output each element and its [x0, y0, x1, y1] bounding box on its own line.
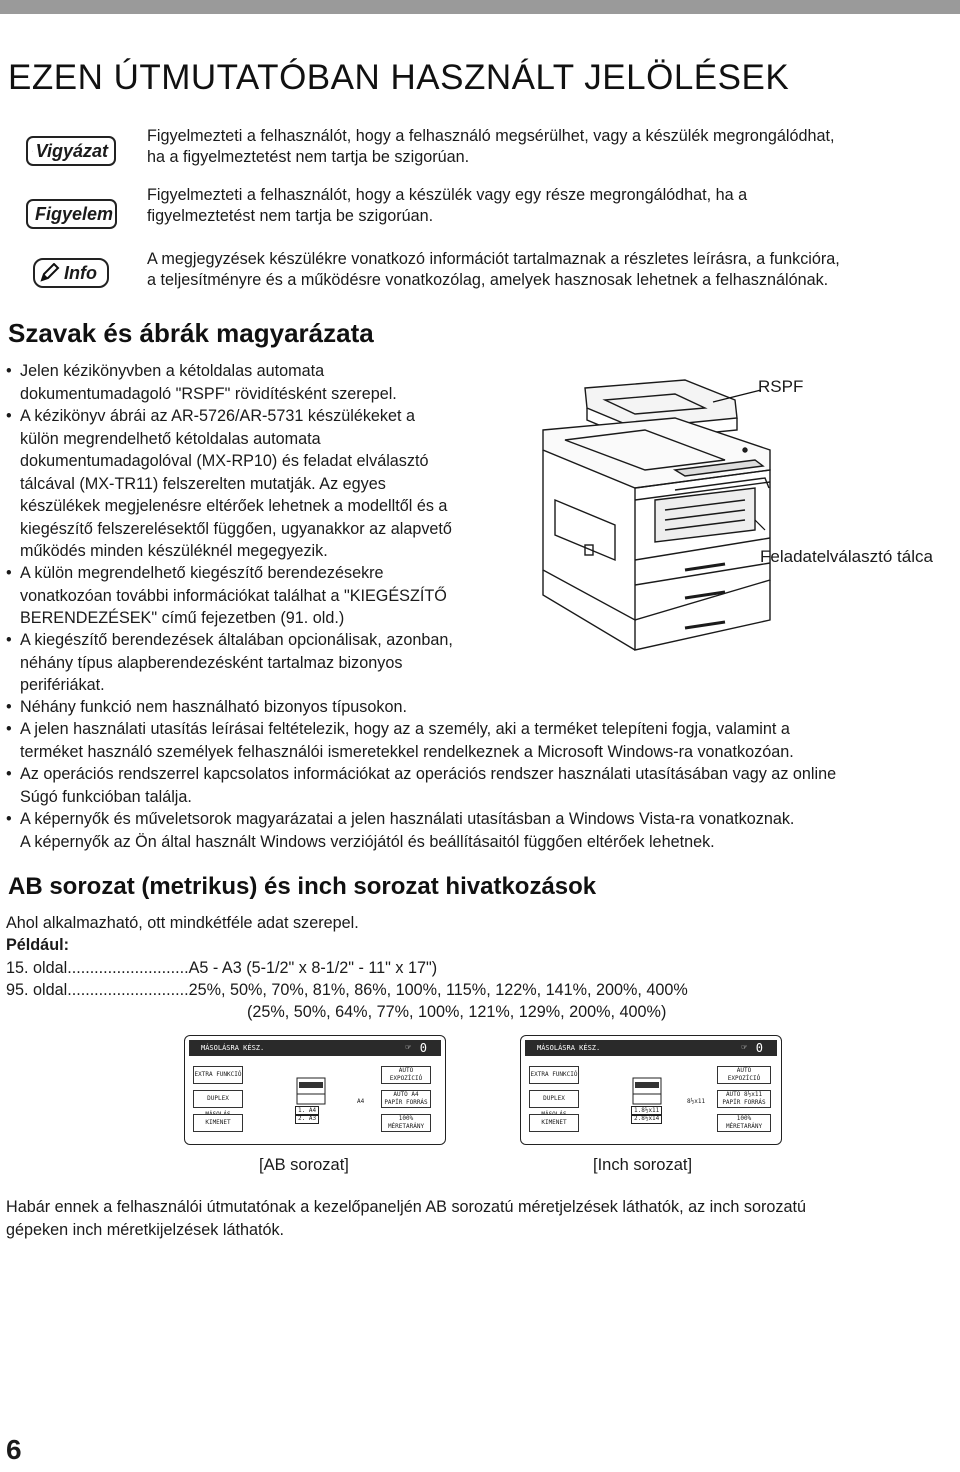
example-line: (25%, 50%, 64%, 77%, 100%, 121%, 129%, 200%, 400%): [247, 1003, 667, 1021]
text-line: tálcával (MX-TR11) felszerelten mutatják. Az egyes: [20, 474, 386, 493]
attention-badge: [26, 199, 117, 229]
text-line: a teljesítményre és a működésre vonatkozólag, amelyek hasznosak lehetnek a felhasználónak.: [147, 271, 829, 289]
example-line: 15. oldal...........................A5 - A3 (5-1/2" x 8-1/2" - 11" x 17"): [6, 959, 438, 977]
text-line: Figyelmezteti a felhasználót, hogy a felhasználó megsérülhet, vagy a készülék megrongálódhat,: [147, 127, 835, 145]
text-line: Habár ennek a felhasználói útmutatónak a kezelőpaneljén AB sorozatú méretjelzések láthatók, az inch sorozatú: [6, 1198, 806, 1216]
paper-select-button[interactable]: [381, 1090, 431, 1108]
output-button[interactable]: KIMENET: [193, 1114, 243, 1132]
tray-label: Feladatelválasztó tálca: [760, 547, 933, 566]
copy-ratio-button[interactable]: [717, 1114, 771, 1132]
bullet-item: [20, 405, 452, 563]
text-line: külön megrendelhető kétoldalas automata: [20, 429, 321, 448]
screen-caption-inch: [Inch sorozat]: [593, 1156, 693, 1174]
status-text: MÁSOLÁSRA KÉSZ.: [201, 1044, 265, 1052]
text-line: BERENDEZÉSEK" című fejezetben (91. old.): [20, 609, 345, 627]
button-line: AUTO: [398, 1067, 414, 1074]
button-line: MÉRETARÁNY: [387, 1123, 425, 1130]
duplex-copy-button[interactable]: DUPLEX: [529, 1090, 579, 1108]
badge-label: Vigyázat: [35, 140, 108, 161]
notice-caution-text: [147, 126, 947, 168]
bullet-item: [20, 808, 794, 853]
text-line: ha a figyelmeztetést nem tartja be szigorúan.: [147, 148, 470, 166]
text-line: Súgó funkcióban találja.: [20, 787, 192, 806]
tray1-indicator[interactable]: 1.8½x11: [631, 1106, 662, 1116]
button-line: AUTO A4: [393, 1091, 419, 1098]
section-heading-series: AB sorozat (metrikus) és inch sorozat hivatkozások: [8, 873, 597, 900]
text-line: • A képernyők és műveletsorok magyarázatai a jelen használati utasításban a Windows Vista-ra vonatkoznak.: [20, 810, 795, 828]
button-line: PAPÍR FORRÁS: [384, 1099, 428, 1106]
text-line: • A külön megrendelhető kiegészítő berendezésekre: [20, 564, 384, 582]
screen-status-bar: [189, 1040, 441, 1056]
button-line: MÉRETARÁNY: [725, 1123, 763, 1130]
paper-select-button[interactable]: [717, 1090, 771, 1108]
status-text: MÁSOLÁSRA KÉSZ.: [537, 1044, 601, 1052]
text-line: kiegészítő felszerelésektől függően, ugyanakkor az alapvető: [20, 519, 452, 538]
copy-ratio-button[interactable]: [381, 1114, 431, 1132]
info-badge: [33, 258, 109, 288]
text-line: A megjegyzések készülékre vonatkozó információt tartalmaznak a részletes leírásra, a funkcióra,: [147, 250, 840, 268]
page-title: EZEN ÚTMUTATÓBAN HASZNÁLT JELÖLÉSEK: [8, 58, 790, 97]
caution-badge: [26, 136, 116, 166]
badge-label: Info: [64, 262, 97, 283]
pencil-icon: [39, 263, 61, 283]
control-panel-screen-inch: [520, 1035, 782, 1145]
bullet-item: [20, 562, 447, 630]
text-line: néhány típus alapberendezésként tartalmaz bizonyos: [20, 653, 403, 672]
screen-caption-ab: [AB sorozat]: [259, 1156, 349, 1174]
bullet-item: [20, 718, 794, 763]
button-line: PAPÍR FORRÁS: [722, 1099, 766, 1106]
button-line: AUTO: [736, 1067, 752, 1074]
tray2-indicator[interactable]: 2. A3: [295, 1114, 319, 1124]
text-line: figyelmeztetést nem tartja be szigorúan.: [147, 207, 434, 225]
machine-icon: [629, 1074, 665, 1108]
rspf-label: RSPF: [758, 377, 804, 396]
exposure-button[interactable]: [381, 1066, 431, 1084]
example-label: Például:: [6, 936, 69, 954]
button-line: EXPOZÍCIÓ: [727, 1075, 761, 1082]
text-line: • Jelen kézikönyvben a kétoldalas automata: [20, 362, 325, 380]
tray1-indicator[interactable]: 1. A4: [295, 1106, 319, 1116]
bullet-item: [20, 629, 453, 697]
text-line: terméket használó személyek felhasználói ismeretekkel rendelkeznek a Microsoft Windows-ra vonatkozóan.: [20, 742, 794, 761]
warning-triangle-icon: [32, 141, 33, 161]
duplex-copy-button[interactable]: DUPLEX: [193, 1090, 243, 1108]
text-line: • Az operációs rendszerrel kapcsolatos információkat az operációs rendszer használati utasításában vagy az online: [20, 765, 837, 783]
text-line: dokumentumadagolóval (MX-RP10) és feladat elválasztó: [20, 452, 429, 470]
screen-status-bar: [525, 1040, 777, 1056]
special-function-button[interactable]: EXTRA FUNKCIÓ: [529, 1066, 579, 1084]
machine-icon: [293, 1074, 329, 1108]
control-panel-screen-ab: [184, 1035, 446, 1145]
text-line: perifériákat.: [20, 676, 105, 694]
intro-text: Ahol alkalmazható, ott mindkétféle adat szerepel.: [6, 914, 359, 932]
copier-illustration: [525, 370, 955, 670]
footer-note: [6, 1196, 806, 1241]
button-line: 100%: [736, 1115, 752, 1122]
button-line: AUTO 8½x11: [725, 1091, 763, 1098]
special-function-button[interactable]: EXTRA FUNKCIÓ: [193, 1066, 243, 1084]
text-line: működés minden készüléknél megegyezik.: [20, 542, 328, 560]
text-line: vonatkozóan további információkat találhat a "KIEGÉSZÍTŐ: [20, 586, 447, 605]
button-line: 100%: [398, 1115, 414, 1122]
text-line: Figyelmezteti a felhasználót, hogy a készülék vagy egy része megrongálódhat, ha a: [147, 186, 748, 204]
text-line: • Néhány funkció nem használható bizonyos típusokon.: [20, 698, 407, 716]
bullet-item: [20, 360, 397, 405]
exposure-button[interactable]: [717, 1066, 771, 1084]
text-line: készülékek megjelenésre eltérőek lehetnek a modelltől és a: [20, 497, 448, 515]
notice-attention-text: [147, 185, 947, 227]
button-line: EXPOZÍCIÓ: [389, 1075, 423, 1082]
bullet-item: [20, 763, 836, 808]
page-number: 6: [6, 1434, 22, 1465]
text-line: gépeken inch méretkijelzések láthatók.: [6, 1220, 285, 1239]
bullet-item: [20, 696, 407, 719]
text-line: • A jelen használati utasítás leírásai feltételezik, hogy az a személy, aki a terméket telepíteni fogja, valamint a: [20, 720, 790, 738]
section-heading-terms: Szavak és ábrák magyarázata: [8, 318, 374, 348]
copy-count: 0: [755, 1041, 763, 1055]
hand-icon: ☞: [741, 1043, 747, 1053]
text-line: A képernyők az Ön által használt Windows verziójától és beállításaitól függően eltérőek lehetnek.: [20, 832, 715, 851]
top-bar: [0, 0, 960, 14]
text-line: dokumentumadagoló "RSPF" rövidítésként szerepel.: [20, 384, 397, 403]
output-button[interactable]: KIMENET: [529, 1114, 579, 1132]
badge-label: Figyelem: [35, 203, 114, 224]
hand-icon: ☞: [405, 1043, 411, 1053]
original-size: 8½x11: [687, 1098, 706, 1105]
original-size: A4: [357, 1098, 365, 1105]
notice-info-text: [147, 249, 947, 291]
tray2-indicator[interactable]: 2.8½x14: [631, 1114, 662, 1124]
text-line: • A kiegészítő berendezések általában opcionálisak, azonban,: [20, 631, 453, 649]
text-line: • A kézikönyv ábrái az AR-5726/AR-5731 készülékeket a: [20, 407, 416, 425]
copy-count: 0: [419, 1041, 427, 1055]
example-line: 95. oldal...........................25%, 50%, 70%, 81%, 86%, 100%, 115%, 122%, 141%, 200%, 400%: [6, 981, 688, 999]
